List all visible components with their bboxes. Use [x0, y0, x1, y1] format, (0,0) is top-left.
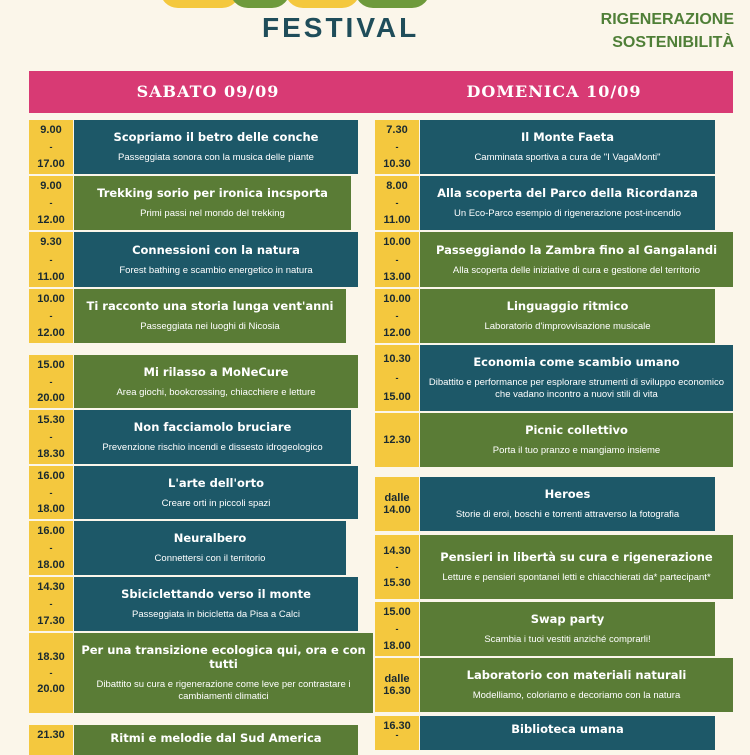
event-description: Area giochi, bookcrossing, chiacchiere e letture [116, 386, 316, 398]
event-title: Heroes [544, 487, 591, 501]
event-description: Primi passi nel mondo del trekking [140, 208, 285, 219]
event-time [375, 477, 419, 531]
event-start: 9.00 [40, 180, 62, 192]
event-title: Picnic collettivo [525, 423, 628, 437]
event-description: Porta il tuo pranzo e mangiamo insieme [492, 445, 661, 456]
sunday-header: DOMENICA 10/09 [375, 71, 733, 113]
event-start: 14.30 [37, 581, 65, 593]
event-card [74, 633, 373, 713]
event-description: Creare orti in piccoli spazi [161, 497, 271, 509]
event-start: 10.30 [383, 353, 411, 365]
event-start: 16.30 [383, 720, 411, 732]
event-description: Laboratorio d'improvvisazione musicale [484, 321, 651, 332]
event-time [29, 410, 73, 464]
event-row [375, 716, 733, 750]
saturday-column [29, 71, 387, 745]
event-description: Letture e pensieri spontanei letti e chiacchierati da* partecipant* [442, 572, 711, 583]
event-time [375, 602, 419, 656]
event-card [74, 232, 358, 287]
event-start: 14.30 [383, 545, 411, 557]
event-end: 14.00 [383, 504, 411, 516]
time-dash: - [49, 599, 53, 609]
event-title: Linguaggio ritmico [506, 299, 629, 313]
event-end: 18.00 [37, 559, 65, 571]
event-end: 11.00 [383, 214, 411, 226]
event-start: 16.00 [37, 525, 65, 537]
time-dash: - [49, 311, 53, 321]
event-title: Biblioteca umana [511, 722, 624, 736]
event-start: 15.00 [383, 606, 411, 618]
event-row [29, 355, 387, 408]
event-card [420, 232, 733, 287]
event-description: Camminata sportiva a cura de "I VagaMonti" [474, 152, 661, 163]
event-description: Dibattito su cura e rigenerazione come leve per contrastare i cambiamenti climatici [96, 679, 351, 702]
event-time [29, 725, 73, 755]
event-row [375, 176, 733, 230]
event-title: Non facciamolo bruciare [133, 420, 292, 434]
time-dash: - [49, 432, 53, 442]
event-time [29, 633, 73, 713]
time-dash: - [395, 373, 399, 383]
event-title: L'arte dell'orto [168, 475, 264, 490]
time-dash: - [49, 543, 53, 553]
event-end: 11.00 [37, 271, 65, 283]
event-card [420, 658, 733, 712]
event-time [29, 176, 73, 230]
event-time [29, 521, 73, 575]
event-card [420, 716, 715, 750]
event-time [375, 413, 419, 467]
event-card [420, 345, 733, 411]
event-time [375, 658, 419, 712]
event-description: Modelliamo, coloriamo e decoriamo con la natura [472, 690, 681, 701]
event-row [375, 289, 733, 343]
event-end: 15.30 [383, 577, 411, 589]
event-start: 15.30 [37, 414, 65, 426]
event-row [375, 413, 733, 467]
event-title: Trekking sorio per ironica incsporta [97, 186, 328, 200]
event-card [74, 176, 351, 230]
event-start: 10.00 [383, 236, 411, 248]
event-time [29, 289, 73, 343]
event-end: 18.00 [37, 503, 65, 515]
event-start: 10.00 [37, 293, 65, 305]
event-end: 12.00 [383, 327, 411, 339]
time-dash: - [49, 668, 53, 678]
event-time [375, 176, 419, 230]
time-dash: - [395, 562, 399, 572]
event-description: Scambia i tuoi vestiti anziché comprarli! [484, 634, 651, 645]
event-time [375, 120, 419, 174]
event-end: 18.00 [383, 640, 411, 652]
event-start: dalle [384, 673, 410, 685]
event-card [74, 466, 358, 519]
event-card [74, 410, 351, 464]
time-dash: - [49, 376, 53, 387]
saturday-header: SABATO 09/09 [29, 71, 387, 113]
time-dash: - [395, 198, 399, 208]
event-end: 13.00 [383, 271, 411, 283]
event-title: Economia come scambio umano [473, 355, 680, 369]
event-row [29, 633, 387, 713]
sunday-column [375, 71, 733, 740]
event-card [420, 120, 715, 174]
event-start: 10.00 [383, 293, 411, 305]
event-start: dalle [384, 492, 410, 504]
event-time [375, 289, 419, 343]
event-description: Passeggiata sonora con la musica delle piante [118, 152, 314, 163]
event-description: Connettersi con il territorio [154, 553, 266, 564]
time-dash: - [49, 487, 53, 498]
event-title: Ti racconto una storia lunga vent'anni [86, 299, 334, 313]
event-start: 9.30 [40, 236, 62, 248]
event-row [375, 345, 733, 411]
event-time [29, 232, 73, 287]
event-row [29, 289, 387, 343]
event-title: Swap party [530, 612, 605, 626]
festival-logo [160, 0, 430, 8]
event-title: Connessioni con la natura [132, 242, 300, 257]
event-end: 17.00 [37, 158, 65, 170]
event-end: 18.30 [37, 448, 65, 460]
event-end: 10.30 [383, 158, 411, 170]
event-time [375, 232, 419, 287]
event-card [74, 521, 346, 575]
event-description: Passeggiata in bicicletta da Pisa a Calci [132, 609, 300, 620]
event-time [375, 535, 419, 599]
event-title: Sbiciclettando verso il monte [121, 587, 311, 601]
event-title: Passeggiando la Zambra fino al Gangalandi [435, 242, 718, 257]
event-row [29, 232, 387, 287]
event-row [375, 535, 733, 599]
event-start: 21.30 [37, 729, 65, 741]
event-end: 20.00 [37, 683, 65, 695]
event-description: Dibattito e performance per esplorare strumenti di sviluppo economico che vadano incontro a nuovi stili di vita [428, 377, 725, 400]
event-start: 16.00 [37, 470, 65, 482]
event-row [29, 577, 387, 631]
time-dash: - [395, 624, 399, 634]
event-time [29, 466, 73, 519]
event-end: 12.00 [37, 327, 65, 339]
event-end: 12.00 [37, 214, 65, 226]
event-end: 20.00 [37, 392, 65, 404]
event-card [74, 355, 358, 408]
event-title: Neuralbero [173, 531, 247, 545]
event-card [74, 725, 358, 755]
time-dash: - [49, 254, 53, 265]
time-dash: - [395, 142, 399, 152]
event-row [29, 725, 387, 755]
event-description: Storie di eroi, boschi e torrenti attraverso la fotografia [455, 509, 680, 520]
event-row [29, 410, 387, 464]
event-title: Laboratorio con materiali naturali [466, 668, 687, 682]
event-time [375, 716, 419, 750]
event-start: 12.30 [383, 434, 411, 446]
event-row [29, 176, 387, 230]
tagline [601, 8, 734, 54]
event-row [375, 658, 733, 712]
event-row [375, 232, 733, 287]
event-start: 7.30 [386, 124, 408, 136]
event-title: Pensieri in libertà su cura e rigenerazione [440, 550, 713, 564]
event-end: 17.30 [37, 615, 65, 627]
event-row [29, 521, 387, 575]
event-time [29, 120, 73, 174]
event-time [29, 577, 73, 631]
event-title: Il Monte Faeta [520, 130, 615, 144]
event-description: Prevenzione rischio incendi e dissesto idrogeologico [102, 442, 323, 453]
time-dash: - [49, 142, 53, 152]
event-title: Scopriamo il betro delle conche [113, 130, 319, 144]
event-time [375, 345, 419, 411]
event-title: Ritmi e melodie dal Sud America [110, 731, 322, 745]
event-end: 16.30 [383, 685, 411, 697]
event-card [420, 477, 715, 531]
event-start: 8.00 [386, 180, 408, 192]
event-row [375, 602, 733, 656]
event-row [375, 477, 733, 531]
event-card [420, 602, 715, 656]
time-dash: - [395, 730, 399, 740]
event-card [74, 289, 346, 343]
event-start: 15.00 [37, 359, 65, 371]
tagline-line-1: RIGENERAZIONE [600, 11, 734, 28]
event-card [420, 176, 715, 230]
event-card [420, 535, 733, 599]
time-dash: - [395, 311, 399, 321]
event-start: 18.30 [37, 651, 65, 663]
time-dash: - [395, 254, 399, 265]
event-title: Alla scoperta del Parco della Ricordanza [437, 186, 698, 200]
event-card [420, 413, 733, 467]
event-card [420, 289, 715, 343]
event-title: Mi rilasso a MoNeCure [143, 364, 289, 379]
event-row [29, 466, 387, 519]
event-description: Alla scoperta delle iniziative di cura e gestione del territorio [452, 264, 701, 276]
event-start: 9.00 [40, 124, 62, 136]
event-description: Un Eco-Parco esempio di rigenerazione post-incendio [453, 208, 682, 219]
event-row [375, 120, 733, 174]
time-dash: - [49, 198, 53, 208]
festival-title: FESTIVAL [262, 12, 420, 43]
tagline-line-2: SOSTENIBILITÀ [612, 34, 734, 51]
event-row [29, 120, 387, 174]
event-description: Passeggiata nei luoghi di Nicosia [140, 321, 280, 332]
event-end: 15.00 [383, 391, 411, 403]
event-card [74, 120, 358, 174]
event-title: Per una transizione ecologica qui, ora e con tutti [81, 643, 366, 671]
event-time [29, 355, 73, 408]
event-card [74, 577, 358, 631]
event-description: Forest bathing e scambio energetico in natura [119, 264, 313, 276]
